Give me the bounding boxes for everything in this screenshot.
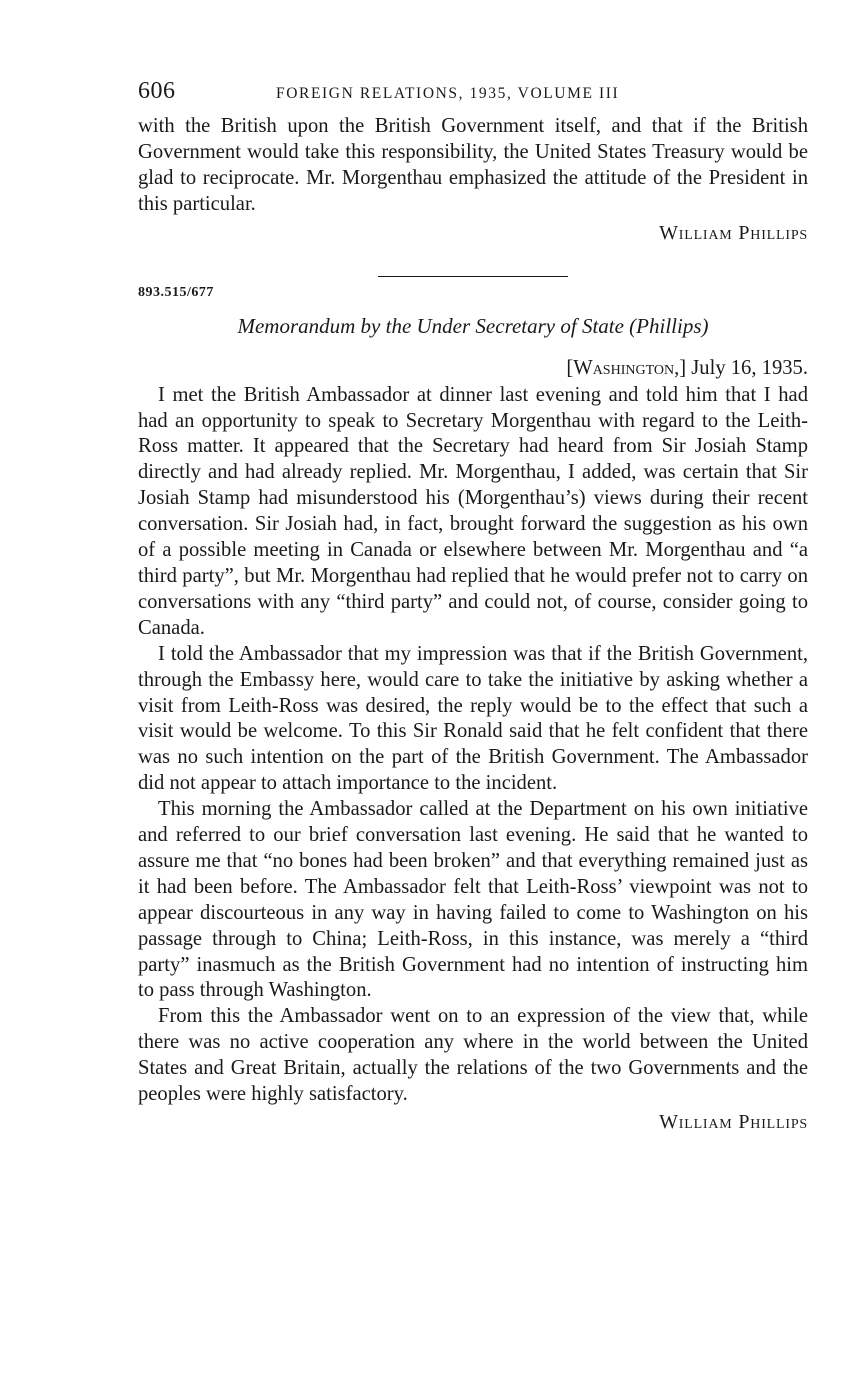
body-paragraph: This morning the Ambassador called at the Department on his own initiative and referred to our brief conversation last evening. He said that he wanted to assure me that “no bones had been broken” and that everything remained just as it had been before. The Ambassador felt that Leith-Ross’ viewpoint was not to appear discourteous in any way in having failed to come to Washington on his passage through to China; Leith-Ross, in this instance, was merely a “third party” inasmuch as the British Government had no intention of instructing him to pass through Washington.: [138, 798, 808, 1002]
page-number: 606: [138, 78, 176, 104]
document-title: Memorandum by the Under Secretary of State (Phillips): [237, 313, 709, 338]
dateline: [138, 355, 808, 381]
body-paragraph: From this the Ambassador went on to an expression of the view that, while there was no active cooperation any where in the world between the United States and Great Britain, actually the relations of the two Governments and the peoples were highly satisfactory.: [138, 1005, 808, 1106]
continuation-paragraph: with the British upon the British Government itself, and that if the British Government would take this responsibility, the United States Treasury would be glad to reciprocate. Mr. Morgenthau emphasized the attitude of the President in this particular.: [138, 115, 808, 215]
running-title: FOREIGN RELATIONS, 1935, VOLUME III: [276, 85, 620, 102]
signature: William Phillips: [659, 1111, 808, 1133]
file-number: 893.515/677: [138, 284, 214, 300]
dateline-place: [Washington,]: [566, 356, 687, 379]
body-paragraph: I met the British Ambassador at dinner last evening and told him that I had had an opportunity to speak to Secretary Morgenthau with regard to the Leith-Ross matter. It appeared that the Secretary had heard from Sir Josiah Stamp directly and had already replied. Mr. Morgenthau, I added, was certain that Sir Josiah Stamp had misunderstood his (Morgenthau’s) views during their recent conversation. Sir Josiah had, in fact, brought forward the suggestion as his own of a possible meeting in Canada or elsewhere between Mr. Morgenthau and “a third party”, but Mr. Morgenthau had replied that he would prefer not to carry on conversations with any “third party” and could not, of course, consider going to Canada.: [138, 383, 808, 639]
running-head: [138, 78, 808, 114]
body-paragraph: I told the Ambassador that my impression was that if the British Government, through the Embassy here, would care to take the initiative by asking whether a visit from Leith-Ross was desired, the reply would be to the effect that such a visit would be welcome. To this Sir Ronald said that he felt confident that there was no such intention on the part of the British Government. The Ambassador did not appear to attach importance to the incident.: [138, 642, 808, 795]
section-divider: [378, 276, 568, 277]
document-page: [138, 78, 808, 1135]
dateline-date: July 16, 1935.: [691, 356, 808, 379]
signature: William Phillips: [659, 221, 808, 244]
